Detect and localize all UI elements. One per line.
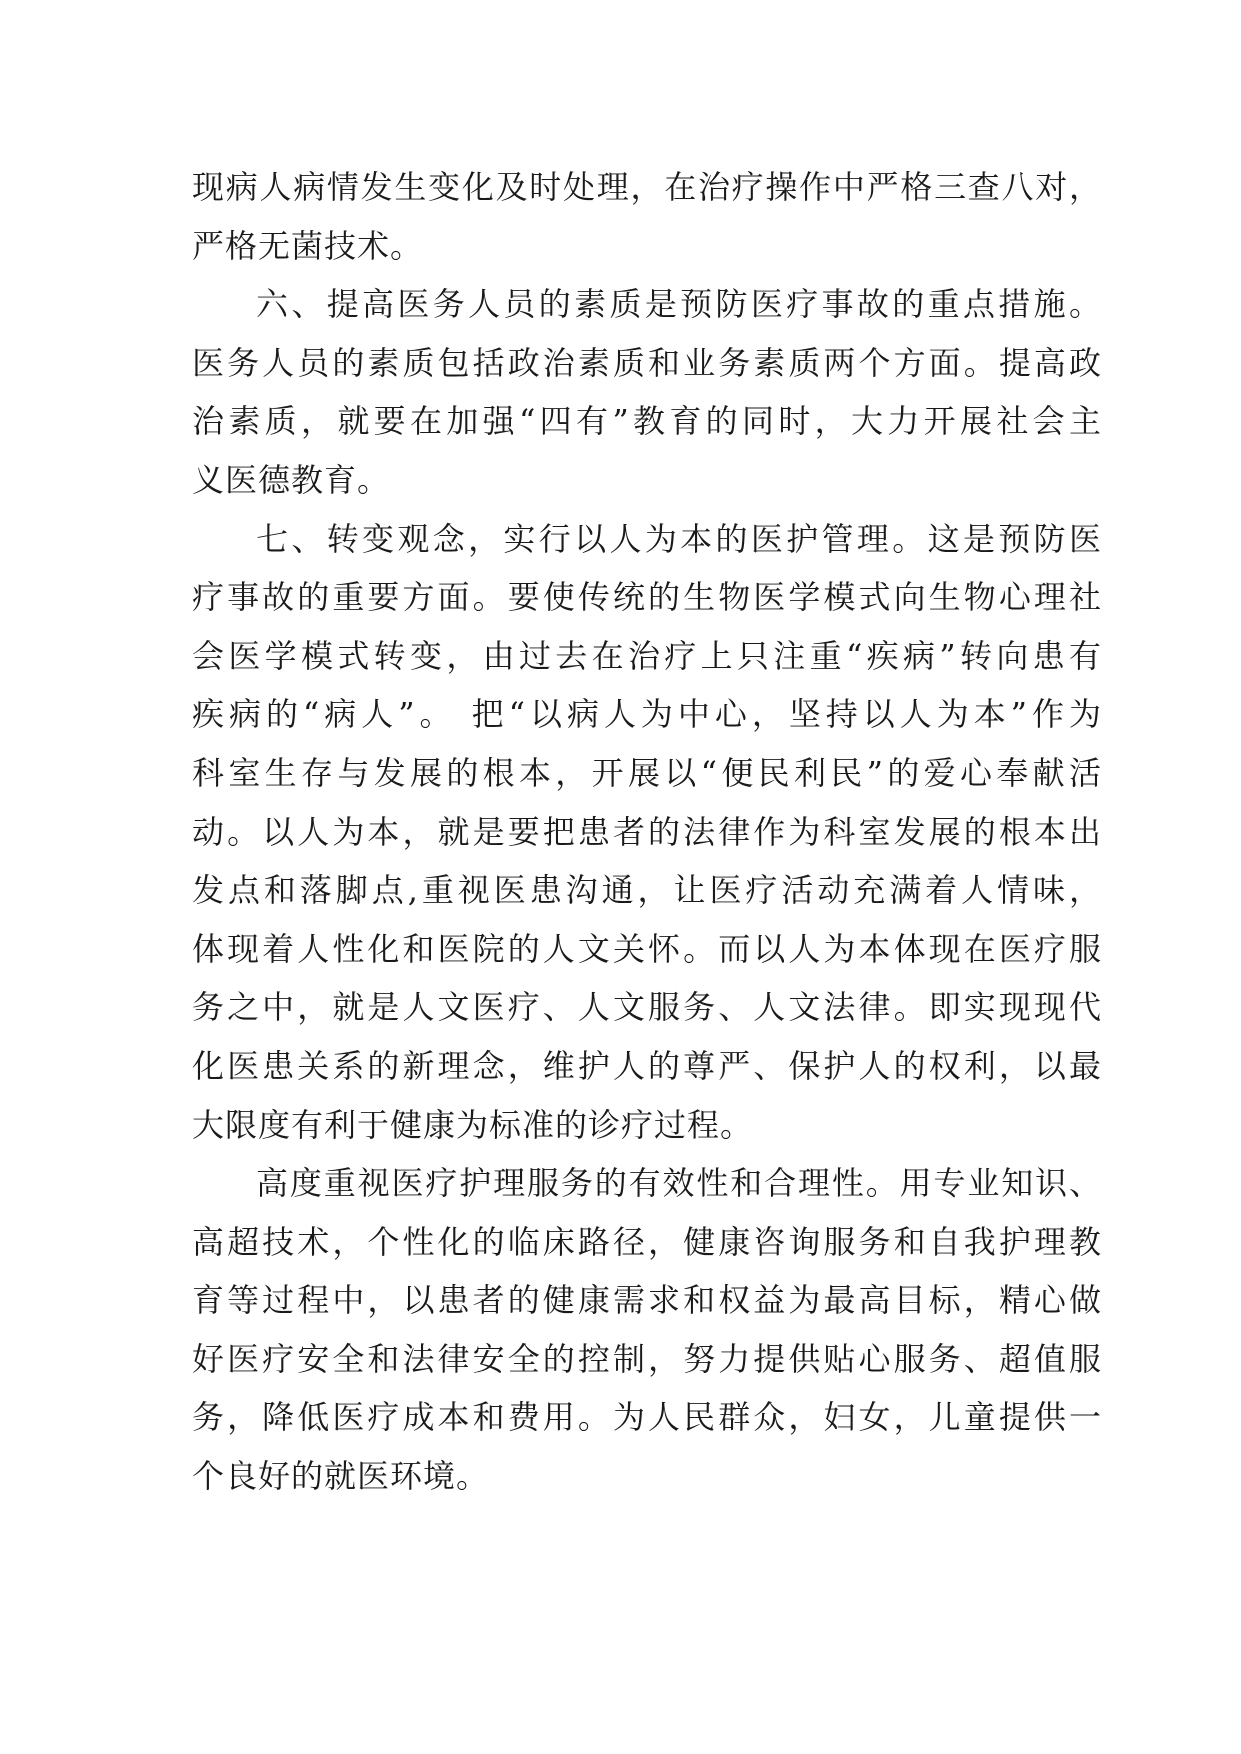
text-line: 疾病的“病人”。 把“以病人为中心，坚持以人为本”作为 — [192, 695, 1102, 734]
text-line: 治素质，就要在加强“四有”教育的同时，大力开展社会主 — [192, 402, 1102, 441]
text-line: 发点和落脚点,重视医患沟通，让医疗活动充满着人情味， — [192, 871, 1102, 910]
text-line: 育等过程中，以患者的健康需求和权益为最高目标，精心做 — [192, 1281, 1102, 1320]
text-line: 大限度有利于健康为标准的诊疗过程。 — [192, 1105, 754, 1144]
text-line: 严格无菌技术。 — [192, 226, 424, 265]
text-line: 动。以人为本，就是要把患者的法律作为科室发展的根本出 — [192, 812, 1102, 851]
text-line: 化医患关系的新理念，维护人的尊严、保护人的权利，以最 — [192, 1046, 1102, 1085]
text-line: 义医德教育。 — [192, 460, 391, 499]
text-line: 务之中，就是人文医疗、人文服务、人文法律。即实现现代 — [192, 988, 1102, 1027]
text-line: 个良好的就医环境。 — [192, 1457, 490, 1496]
text-line: 疗事故的重要方面。要使传统的生物医学模式向生物心理社 — [192, 578, 1102, 617]
text-line: 好医疗安全和法律安全的控制，努力提供贴心服务、超值服 — [192, 1339, 1102, 1378]
text-line: 会医学模式转变，由过去在治疗上只注重“疾病”转向患有 — [192, 636, 1102, 675]
document-body — [192, 158, 1102, 1506]
text-line: 现病人病情发生变化及时处理，在治疗操作中严格三查八对， — [192, 168, 1102, 206]
text-line: 医务人员的素质包括政治素质和业务素质两个方面。提高政 — [192, 343, 1102, 382]
text-line: 高超技术，个性化的临床路径，健康咨询服务和自我护理教 — [192, 1222, 1102, 1261]
text-line: 科室生存与发展的根本，开展以“便民利民”的爱心奉献活 — [192, 753, 1102, 792]
paragraph-start-line: 高度重视医疗护理服务的有效性和合理性。用专业知识、 — [256, 1164, 1102, 1203]
text-line: 体现着人性化和医院的人文关怀。而以人为本体现在医疗服 — [192, 929, 1102, 968]
text-line: 务，降低医疗成本和费用。为人民群众，妇女，儿童提供一 — [192, 1398, 1102, 1437]
paragraph-start-line: 六、提高医务人员的素质是预防医疗事故的重点措施。 — [256, 285, 1102, 324]
paragraph-start-line: 七、转变观念，实行以人为本的医护管理。这是预防医 — [256, 519, 1102, 558]
